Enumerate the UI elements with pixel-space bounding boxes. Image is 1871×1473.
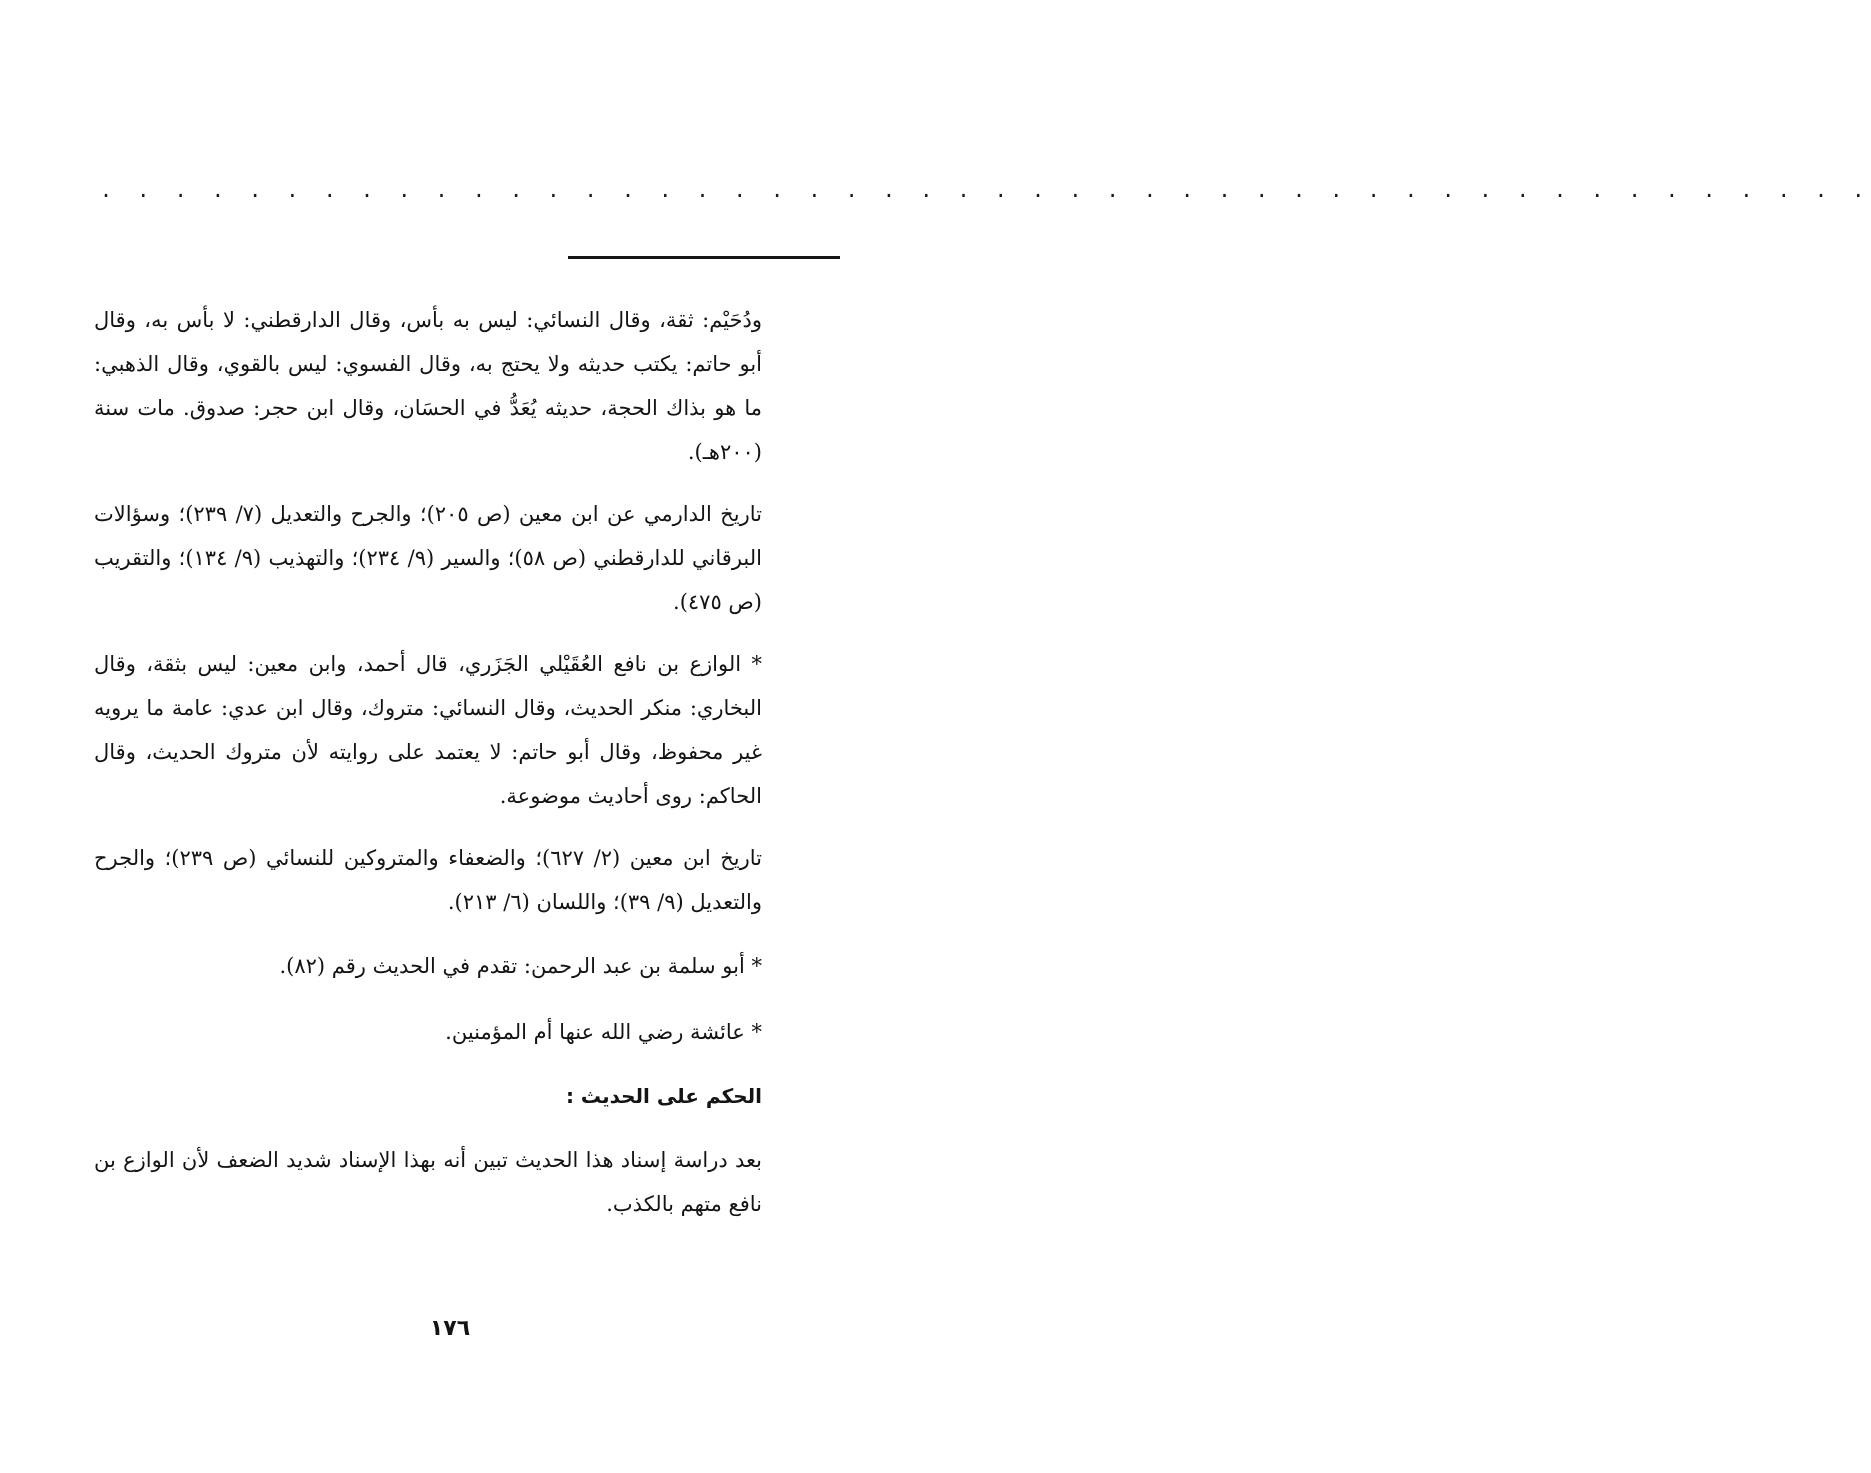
narrator-grading-paragraph: ودُحَيْم: ثقة، وقال النسائي: ليس به بأس، وقال الدارقطني: لا بأس به، وقال أبو حاتم: يكتب حديثه ولا يحتج به، وقال الفسوي: ليس بالقوي، وقال الذهبي: ما هو بذاك الحجة، حديثه يُعَدُّ في الحسَان، وقال ابن حجر: صدوق. مات سنة (٢٠٠هـ). bbox=[94, 308, 762, 464]
sources-paragraph-2: تاريخ ابن معين (٢/ ٦٢٧)؛ والضعفاء والمتروكين للنسائي (ص ٢٣٩)؛ والجرح والتعديل (٩/ ٣٩)؛ واللسان (٦/ ٢١٣). bbox=[94, 846, 762, 914]
narrator-abu-salama-item: * أبو سلمة بن عبد الرحمن: تقدم في الحديث رقم (٨٢). bbox=[279, 954, 762, 978]
footnote-rule bbox=[568, 256, 840, 259]
narrator-alwazi-paragraph: * الوازع بن نافع العُقَيْلي الجَزَري، قال أحمد، وابن معين: ليس بثقة، وقال البخاري: منكر الحديث، وقال النسائي: متروك، وقال ابن عدي: عامة ما يرويه غير محفوظ، وقال أبو حاتم: لا يعتمد على روايته لأن متروك الحديث، وقال الحاكم: روى أحاديث موضوعة. bbox=[94, 652, 762, 808]
narrator-aisha-item: * عائشة رضي الله عنها أم المؤمنين. bbox=[445, 1020, 762, 1044]
dotted-separator: . . . . . . . . . . . . . . . . . . . . . . . . . . . . . . . . . . . . . . . . . . . . . . . . bbox=[100, 178, 1871, 202]
conclusion-paragraph: بعد دراسة إسناد هذا الحديث تبين أنه بهذا الإسناد شديد الضعف لأن الوازع بن نافع متهم بالكذب. bbox=[94, 1148, 762, 1216]
section-heading: الحكم على الحديث : bbox=[565, 1084, 762, 1108]
sources-paragraph-1: تاريخ الدارمي عن ابن معين (ص ٢٠٥)؛ والجرح والتعديل (٧/ ٢٣٩)؛ وسؤالات البرقاني للدارقطني (ص ٥٨)؛ والسير (٩/ ٢٣٤)؛ والتهذيب (٩/ ١٣٤)؛ والتقريب (ص ٤٧٥). bbox=[94, 502, 762, 614]
section-heading-wrapper bbox=[94, 1074, 762, 1118]
page-number: ١٧٦ bbox=[429, 1316, 471, 1341]
